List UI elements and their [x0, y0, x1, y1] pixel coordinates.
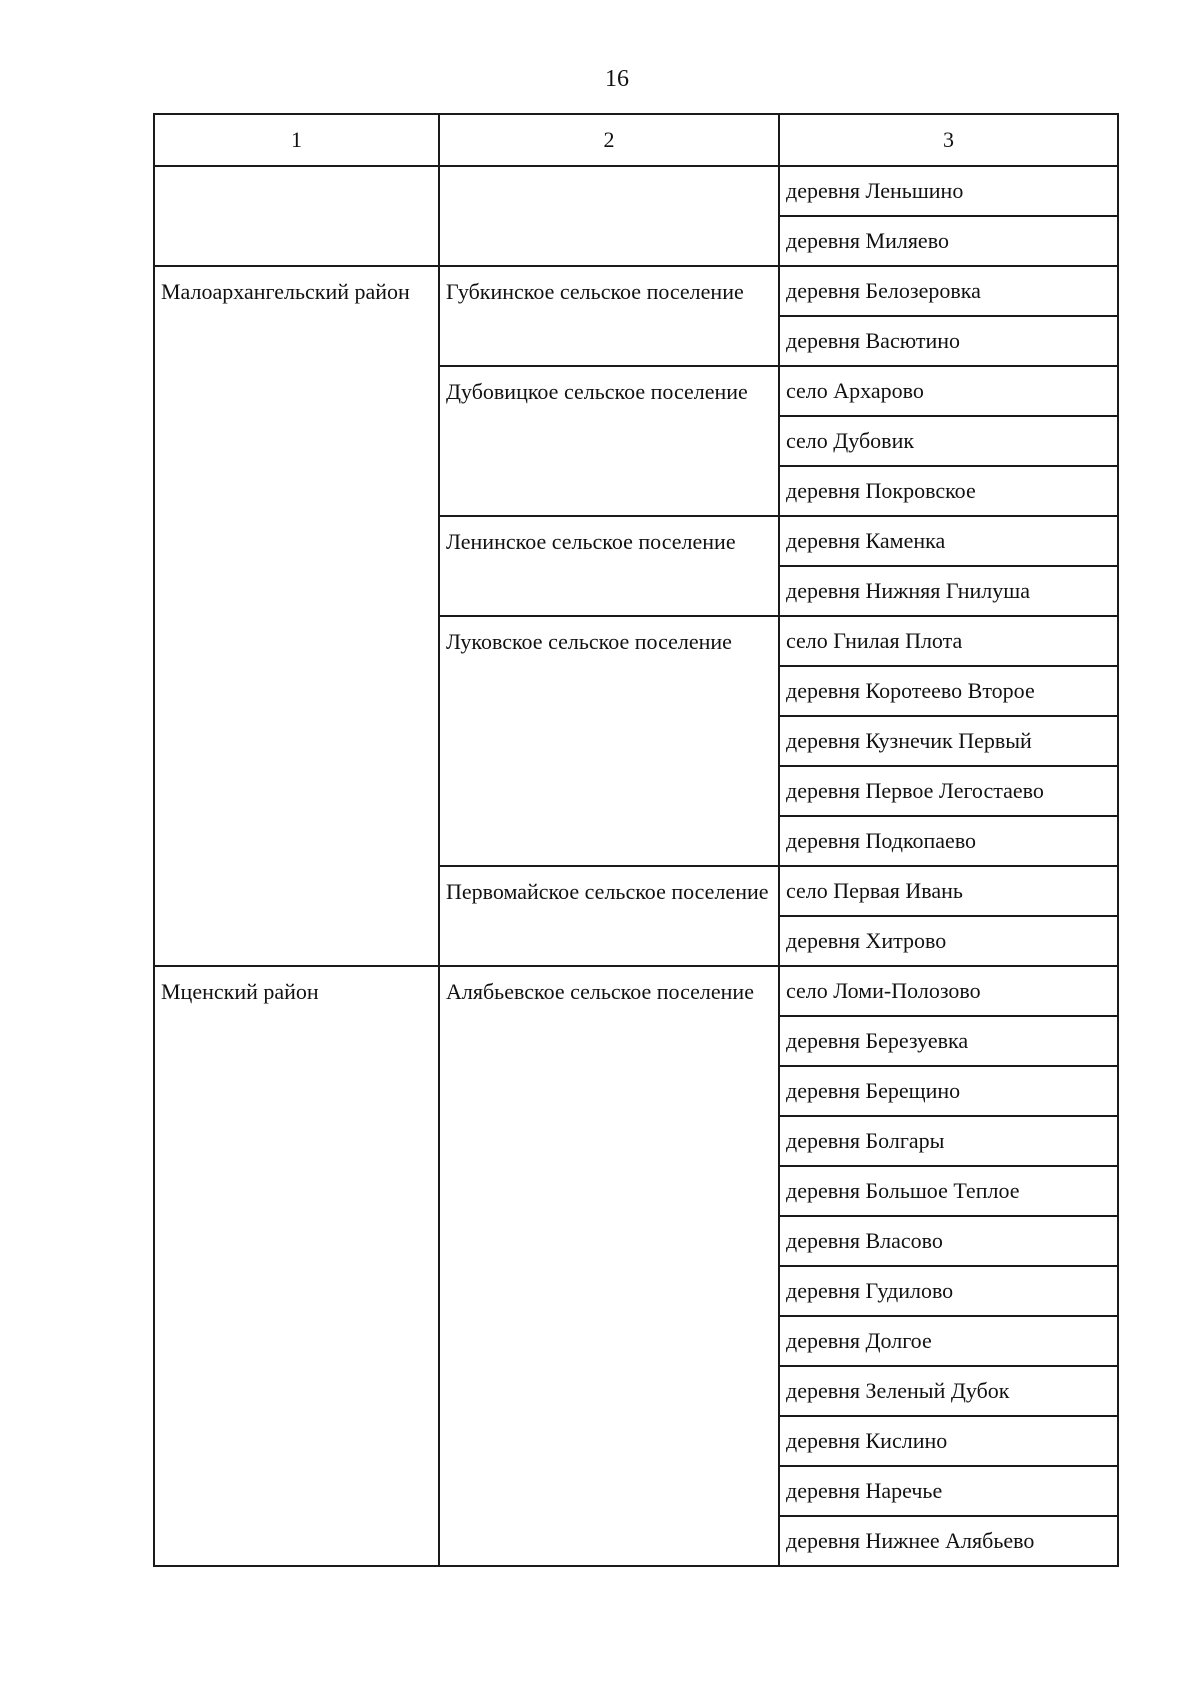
village-cell: деревня Гудилово [779, 1266, 1118, 1316]
village-cell: деревня Нижняя Гнилуша [779, 566, 1118, 616]
district-cell-empty [154, 166, 439, 266]
village-cell: деревня Берещино [779, 1066, 1118, 1116]
village-cell: деревня Коротеево Второе [779, 666, 1118, 716]
village-cell: деревня Болгары [779, 1116, 1118, 1166]
village-cell: деревня Покровское [779, 466, 1118, 516]
settlement-cell: Первомайское сельское поселение [439, 866, 779, 966]
column-header-2: 2 [439, 114, 779, 166]
column-header-1: 1 [154, 114, 439, 166]
village-cell: деревня Васютино [779, 316, 1118, 366]
village-cell: село Дубовик [779, 416, 1118, 466]
village-cell: деревня Большое Теплое [779, 1166, 1118, 1216]
village-cell: деревня Зеленый Дубок [779, 1366, 1118, 1416]
settlement-cell: Алябьевское сельское поселение [439, 966, 779, 1566]
village-cell: деревня Нижнее Алябьево [779, 1516, 1118, 1566]
table-row [154, 166, 1118, 216]
village-cell: деревня Хитрово [779, 916, 1118, 966]
district-cell: Малоархангельский район [154, 266, 439, 966]
village-cell: деревня Кузнечик Первый [779, 716, 1118, 766]
village-cell: село Архарово [779, 366, 1118, 416]
page-number: 16 [605, 66, 629, 92]
village-cell: деревня Миляево [779, 216, 1118, 266]
village-cell: село Ломи-Полозово [779, 966, 1118, 1016]
settlement-cell-empty [439, 166, 779, 266]
district-cell: Мценский район [154, 966, 439, 1566]
village-cell: деревня Власово [779, 1216, 1118, 1266]
village-cell: деревня Леньшино [779, 166, 1118, 216]
village-cell: деревня Первое Легостаево [779, 766, 1118, 816]
village-cell: деревня Белозеровка [779, 266, 1118, 316]
column-header-3: 3 [779, 114, 1118, 166]
table-row [154, 266, 1118, 316]
settlement-cell: Губкинское сельское поселение [439, 266, 779, 366]
settlement-cell: Дубовицкое сельское поселение [439, 366, 779, 516]
settlement-cell: Луковское сельское поселение [439, 616, 779, 866]
village-cell: деревня Подкопаево [779, 816, 1118, 866]
village-cell: деревня Березуевка [779, 1016, 1118, 1066]
settlement-cell: Ленинское сельское поселение [439, 516, 779, 616]
settlements-table [153, 113, 1119, 1567]
village-cell: деревня Долгое [779, 1316, 1118, 1366]
village-cell: деревня Каменка [779, 516, 1118, 566]
village-cell: деревня Кислино [779, 1416, 1118, 1466]
table-row [154, 966, 1118, 1016]
village-cell: село Первая Ивань [779, 866, 1118, 916]
village-cell: село Гнилая Плота [779, 616, 1118, 666]
header-row [154, 114, 1118, 166]
village-cell: деревня Наречье [779, 1466, 1118, 1516]
